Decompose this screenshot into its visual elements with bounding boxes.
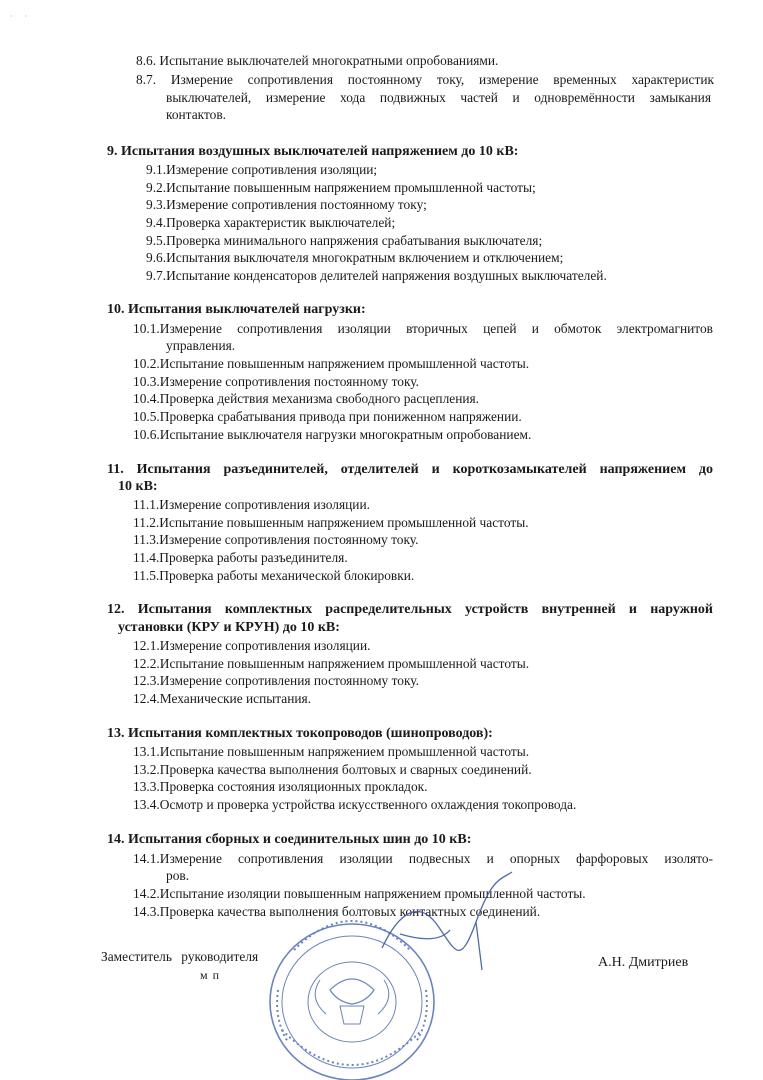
list-item: 10.3.Измерение сопротивления постоянному току. [133,374,419,389]
list-item: 9.7.Испытание конденсаторов делителей напряжения воздушных выключателей. [146,268,607,283]
list-item: 11.5.Проверка работы механической блокировки. [133,568,415,583]
list-item: 14.2.Испытание изоляции повышенным напряжением промышленной частоты. [133,886,586,901]
list-item: 13.1.Испытание повышенным напряжением промышленной частоты. [133,744,530,759]
list-item: 11.3.Измерение сопротивления постоянному току. [133,532,419,547]
signatory-name: А.Н. Дмитриев [598,955,689,970]
list-item-continuation: ров. [166,868,190,883]
list-item: 10.5.Проверка срабатывания привода при пониженном напряжении. [133,409,522,424]
list-item: 10.2.Испытание повышенным напряжением промышленной частоты. [133,356,530,371]
list-item: 8.6. Испытание выключателей многократными опробованиями. [136,53,499,68]
list-item-continuation: управления. [166,338,236,353]
list-item: 13.3.Проверка состояния изоляционных прокладок. [133,779,428,794]
list-item: 14.3.Проверка качества выполнения болтовых контактных соединений. [133,904,541,919]
list-item: 11.1.Измерение сопротивления изоляции. [133,497,370,512]
section-heading: 14. Испытания сборных и соединительных шин до 10 кВ: [107,832,472,847]
handwritten-signature [380,870,520,980]
section-heading-continuation: установки (КРУ и КРУН) до 10 кВ: [118,620,340,635]
list-item: 10.4.Проверка действия механизма свободного расцепления. [133,391,480,406]
section-heading-continuation: 10 кВ: [118,479,158,494]
signatory-position: Заместитель руководителя [101,949,259,964]
list-item: 9.3.Измерение сопротивления постоянному току; [146,197,427,212]
list-item: 9.1.Измерение сопротивления изоляции; [146,162,378,177]
list-item: 13.4.Осмотр и проверка устройства искусственного охлаждения токопровода. [133,797,577,812]
seal-place-label: м п [200,968,220,982]
list-item: 9.2.Испытание повышенным напряжением промышленной частоты; [146,180,536,195]
list-item: 11.4.Проверка работы разъединителя. [133,550,348,565]
section-heading: 10. Испытания выключателей нагрузки: [107,302,366,317]
list-item: 9.5.Проверка минимального напряжения срабатывания выключателя; [146,233,543,248]
list-item: 13.2.Проверка качества выполнения болтовых и сварных соединений. [133,762,532,777]
list-item: 12.2.Испытание повышенным напряжением промышленной частоты. [133,656,530,671]
section-heading: 13. Испытания комплектных токопроводов (шинопроводов): [107,726,493,741]
scan-artifact: · · [10,12,28,21]
list-item: 9.4.Проверка характеристик выключателей; [146,215,396,230]
list-item: 8.7. Измерение сопротивления постоянному току, измерение временных характеристик [136,72,714,87]
list-item: 12.4.Механические испытания. [133,691,312,706]
list-item: 12.1.Измерение сопротивления изоляции. [133,638,371,653]
list-item: 9.6.Испытания выключателя многократным включением и отключением; [146,250,564,265]
list-item: 11.2.Испытание повышенным напряжением промышленной частоты. [133,515,529,530]
list-item-continuation: контактов. [166,107,227,122]
section-heading: 9. Испытания воздушных выключателей напряжением до 10 кВ: [107,144,519,159]
list-item: 14.1.Измерение сопротивления изоляции подвесных и опорных фарфоровых изолято- [133,851,713,866]
list-item: 10.6.Испытание выключателя нагрузки многократным опробованием. [133,427,532,442]
section-heading: 12. Испытания комплектных распределительных устройств внутренней и наружной [107,602,713,617]
list-item: 12.3.Измерение сопротивления постоянному току. [133,673,419,688]
list-item: 10.1.Измерение сопротивления изоляции вторичных цепей и обмоток электромагнитов [133,321,713,336]
section-heading: 11. Испытания разъединителей, отделителей и короткозамыкателей напряжением до [107,462,713,477]
list-item-continuation: выключателей, измерение хода подвижных частей и одновремённости замыкания [166,90,711,105]
